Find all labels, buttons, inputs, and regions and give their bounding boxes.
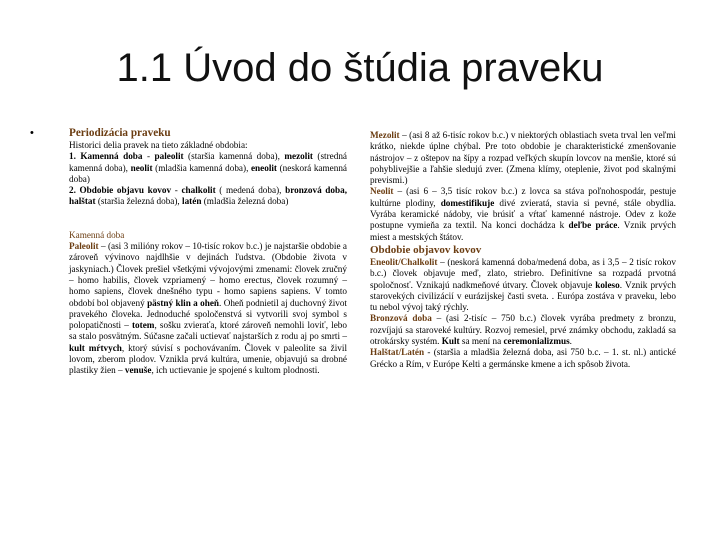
text: , ich uctievanie je spojené s kultom plodnosti.: [151, 365, 320, 376]
term: totem: [132, 320, 155, 331]
text: , ktorý súvisí s pochovávaním. Človek v paleolite sa živil lovom, zberom plodov. Vznikla prvá kultúra, umenie, objavujú sa drobné plastiky žien –: [69, 342, 348, 376]
text: -: [142, 151, 155, 162]
term: eneolit: [250, 162, 277, 173]
text: – (neskorá kamenná doba/medená doba, as i 3,5 – 2 tisíc rokov b.c.) človek objavuje meď, zlato, striebro. Definitívne sa rozpadá prvotná spoločnosť. Vznikajú nadkmeňové útvary. Človek objavuje: [370, 256, 676, 290]
text: – (asi 6 – 3,5 tisíc rokov b.c.) z lovca sa stáva poľnohospodár, pestuje kultúrne plodiny,: [370, 186, 676, 208]
text: (mladšia železná doba): [201, 196, 289, 207]
text: . Vznik prvých starovekých civilizácií v eurázijskej časti sveta. . Európa zostáva v praveku, lebo tu nebol vývoj taký rýchly.: [370, 279, 676, 313]
text: -: [171, 185, 182, 196]
term-paleolit: Paleolit: [69, 241, 99, 252]
term: venuše: [124, 365, 152, 376]
page-title: 1.1 Úvod do štúdia praveku: [116, 46, 604, 90]
paragraph-paleolit: [69, 241, 347, 377]
term-neolit: Neolit: [370, 186, 394, 197]
text: divé zvieratá, stavia si pevné, stále obydlia. Vyrába keramické nádoby, vie brúsiť a vŕtať kamenné nástroje. Odev z kože postupne vymieňa za textil. Na konci dochádza k: [370, 197, 676, 231]
term-mezolit: Mezolit: [370, 130, 400, 140]
text: , sošku zvieraťa, ktoré zároveň nemohli loviť, lebo sa stalo posvätným. Súčasne začali uctievať najstarších z rodu aj po smrti –: [69, 320, 347, 342]
subheading-stone-age: Kamenná doba: [69, 229, 125, 240]
term: latén: [182, 196, 202, 207]
term: Kult: [441, 336, 460, 347]
bullet-marker: •: [30, 127, 34, 139]
term: 2. Obdobie objavu kovov: [69, 185, 172, 196]
text: . Oheň podnietil aj duchovný život pravekého človeka. Jednoduché spoločenstvá si vytvorili svoj symbol s polopatičnosti –: [69, 297, 347, 331]
term: ceremonializmus: [503, 336, 570, 347]
text: . Vznik prvých miest a mestských štátov.: [370, 220, 676, 242]
text: (stredná kamenná doba),: [69, 151, 347, 173]
paragraph-halstat: [370, 347, 676, 370]
paragraph-eneolit: [370, 257, 676, 313]
term-halstat: Halštat/Latén: [370, 347, 425, 358]
term-eneolit: Eneolit/Chalkolit: [370, 256, 438, 267]
term: kult mŕtvych: [69, 342, 122, 353]
term: domestifikuje: [440, 197, 495, 208]
intro-text: Historici delia pravek na tieto základné obdobia:: [69, 140, 248, 150]
text: (staršia kamenná doba),: [183, 151, 285, 162]
spacer: [69, 208, 347, 219]
text: – (asi 8 až 6-tisíc rokov b.c.) v niektorých oblastiach sveta trval len veľmi krátko, niekde úplne chýbal. Pre toto obdobie je charakteristické zmenšovanie nástrojov – z oštepov na šípy a rozpad veľkých skupín lovcov na menšie, ktoré sú pohyblivejšie a ľahšie sledujú zver. (Zmena klímy, oteplenie, život pod skalnými prevismi.): [370, 130, 676, 186]
period-stone-age: [69, 151, 347, 185]
paragraph-neolit: [370, 186, 676, 242]
period-metals: [69, 185, 347, 208]
spacer: [69, 219, 347, 230]
term: chalkolit: [181, 185, 216, 196]
heading-periodization: Periodizácia praveku: [69, 127, 171, 139]
term: pästný klin a oheň: [147, 297, 220, 308]
paragraph-bronze: [370, 313, 676, 347]
text: .: [569, 336, 572, 347]
term: bronzová doba, halštat: [69, 185, 348, 207]
term: paleolit: [154, 151, 184, 162]
text: (staršia železná doba),: [95, 196, 183, 207]
term: 1. Kamenná doba: [69, 151, 143, 162]
text: ( medená doba),: [215, 185, 286, 196]
text: – (asi 2-tisíc – 750 b.c.) človek vyrába predmety z bronzu, rozvíjajú sa staroveké kultúry. Rozvoj remesiel, prvé známky obchodu, zakladá sa otrokársky systém.: [370, 313, 676, 347]
term: koleso: [595, 279, 620, 290]
text: - (staršia a mladšia železná doba, asi 750 b.c. – 1. st. nl.) antické Grécko a Rím, v Európe Kelti a germánske kmene a ich spôsob života.: [370, 347, 676, 369]
term: neolit: [130, 162, 153, 173]
text: (mladšia kamenná doba),: [152, 162, 251, 173]
paragraph-mezolit: [370, 130, 676, 186]
term: deľbe práce: [568, 220, 618, 231]
term-bronze: Bronzová doba: [370, 313, 432, 324]
text: sa mení na: [459, 336, 504, 347]
term: mezolit: [284, 151, 313, 162]
heading-metals: Obdobie objavov kovov: [370, 243, 482, 256]
right-column: [370, 130, 676, 370]
text: (neskorá kamenná doba): [69, 162, 347, 184]
left-column: [69, 126, 347, 377]
text: – (asi 3 milióny rokov – 10-tisíc rokov b.c.) je najstaršie obdobie a zároveň vývinovo najdlhšie v dejinách ľudstva. (Obdobie života v jaskyniach.) Človek prešiel všetkými vývojovými zmenami: človek zručný – homo habilis, človek vzpriamený – homo erectus, človek rozumný – homo sapiens, človek dnešného typu - homo sapiens sapiens. V tomto období bol objavený: [69, 241, 347, 308]
